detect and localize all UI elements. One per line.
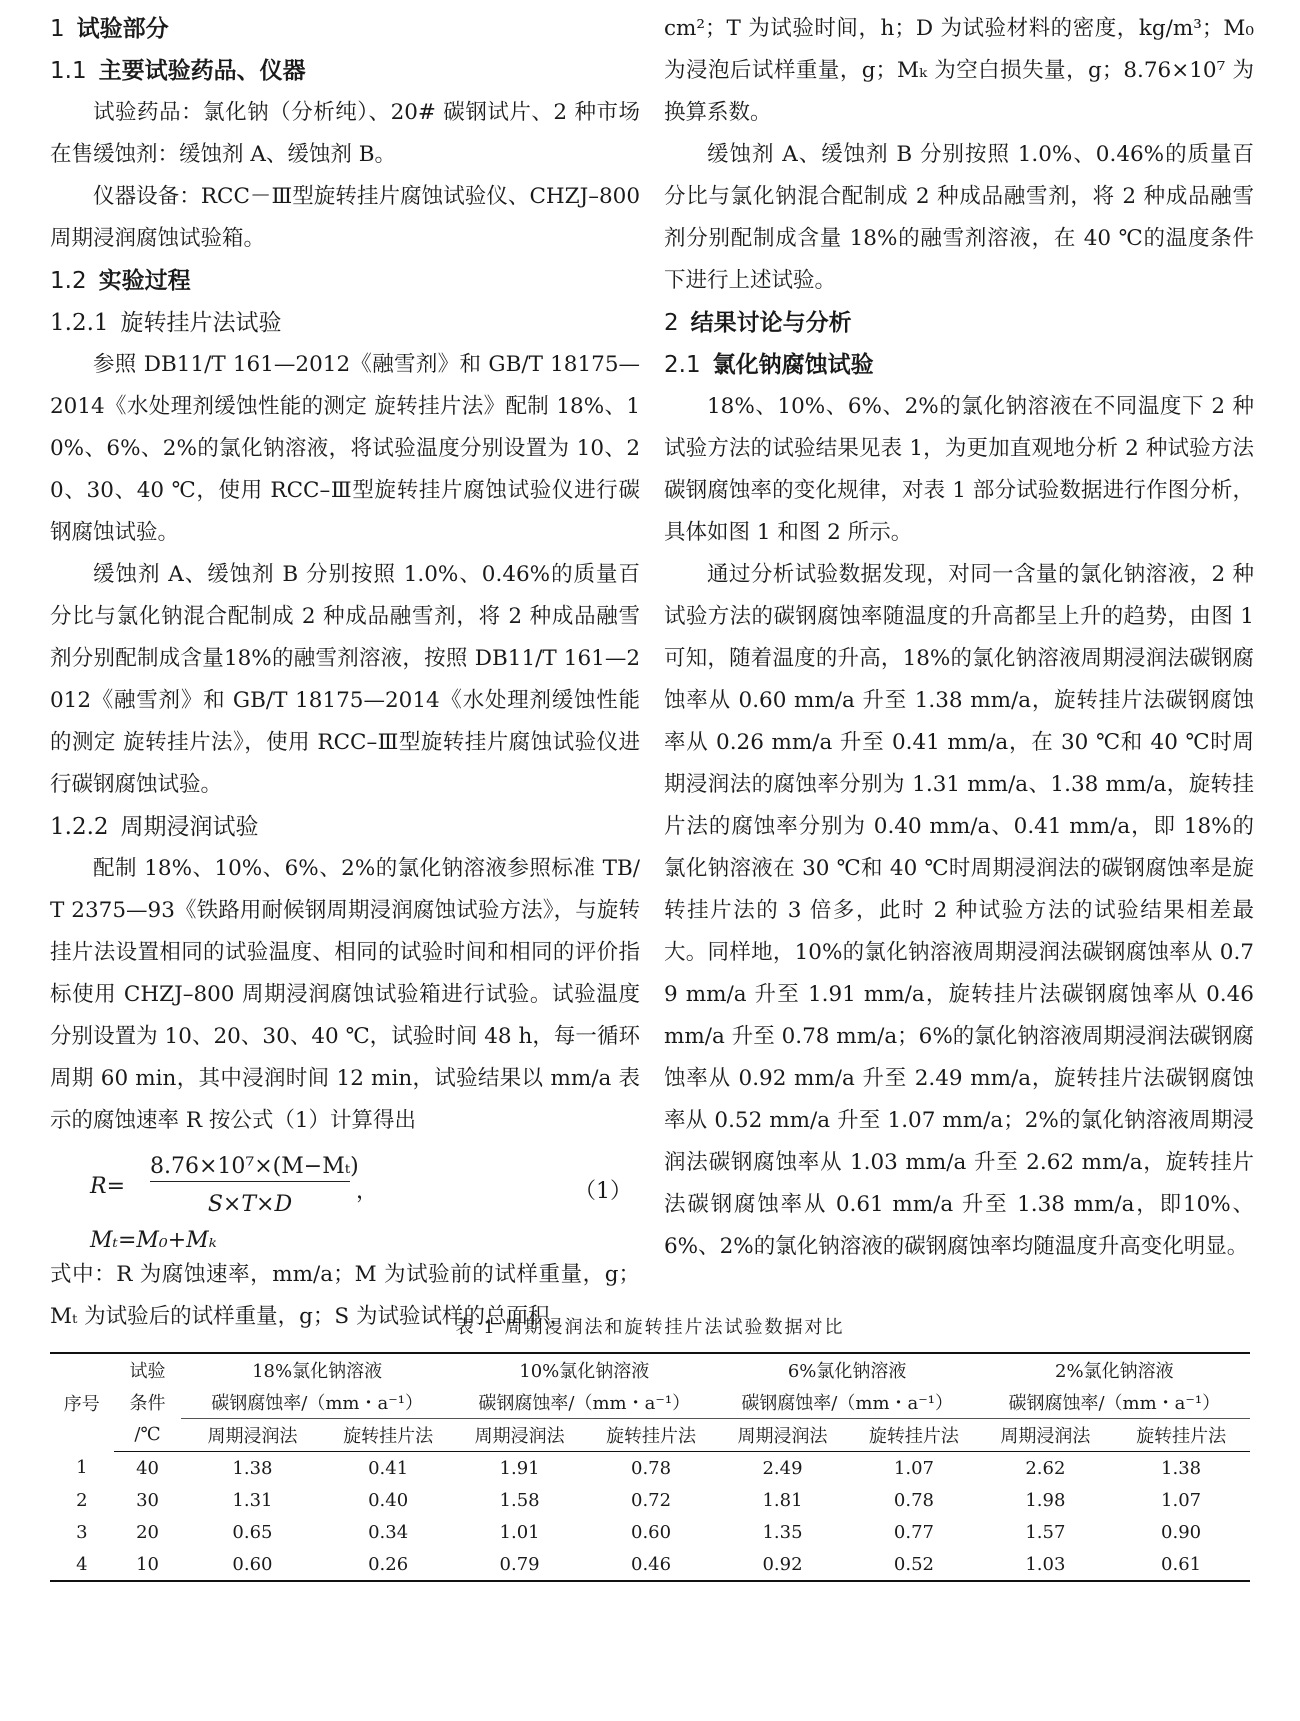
paragraph-where-continued: cm²；T 为试验时间，h；D 为试验材料的密度，kg/m³；M₀ 为浸泡后试样重量，g；Mₖ 为空白损失量，g；8.76×10⁷ 为换算系数。: [664, 16, 1254, 125]
table-cell: 2: [76, 1489, 88, 1511]
table-cell: 4: [50, 1548, 114, 1581]
table-cell: 0.77: [893, 1521, 934, 1543]
paragraph-instruments: 仪器设备：RCC－Ⅲ型旋转挂片腐蚀试验仪、CHZJ–800 周期浸润腐蚀试验箱。: [50, 184, 640, 251]
table-caption: 表 1 周期浸润法和旋转挂片法试验数据对比: [455, 1317, 845, 1338]
section-heading-1-1: 1.1 主要试验药品、仪器: [50, 58, 306, 84]
table-row: [50, 1548, 1250, 1581]
header-group-6: 6%氯化钠溶液: [716, 1353, 979, 1386]
table-cell: 0.78: [893, 1489, 934, 1511]
table-cell: 0.41: [368, 1457, 409, 1479]
table-cell: 0.60: [181, 1548, 323, 1581]
table-cell: 0.40: [368, 1489, 409, 1511]
table-cell: 1.91: [499, 1457, 540, 1479]
table-cell: 0.72: [631, 1489, 672, 1511]
table-header-row: [50, 1386, 1250, 1419]
data-table: [50, 1352, 1250, 1582]
section-heading-1-2-1: 1.2.1 旋转挂片法试验: [50, 310, 282, 336]
section-heading-1-2-2: 1.2.2 周期浸润试验: [50, 814, 259, 840]
table-cell: 30: [136, 1489, 159, 1511]
equation-1: [50, 1142, 640, 1254]
table-cell: 40: [136, 1457, 159, 1479]
table-cell: 1.03: [979, 1548, 1113, 1581]
header-rate-18: 碳钢腐蚀率/（mm・a⁻¹）: [181, 1386, 452, 1419]
section-heading-2-1: 2.1 氯化钠腐蚀试验: [664, 352, 874, 378]
table-cell: 1.81: [762, 1489, 803, 1511]
table-cell: 0.79: [453, 1548, 587, 1581]
header-group-18: 18%氯化钠溶液: [181, 1353, 452, 1386]
paragraph-drugs: 试验药品：氯化钠（分析纯）、20# 碳钢试片、2 种市场在售缓蚀剂：缓蚀剂 A、缓蚀剂 B。: [50, 100, 640, 167]
paragraph-results-intro: 18%、10%、6%、2%的氯化钠溶液在不同温度下 2 种试验方法的试验结果见表 1，为更加直观地分析 2 种试验方法碳钢腐蚀率的变化规律，对表 1 部分试验数据进行作图分析，具体如图 1 和图 2 所示。: [664, 394, 1254, 545]
header-method-a: 周期浸润法: [979, 1419, 1113, 1452]
header-method-a: 周期浸润法: [716, 1419, 850, 1452]
header-method-a: 周期浸润法: [453, 1419, 587, 1452]
equation-numerator: 8.76×10⁷×(M−Mₜ): [150, 1154, 350, 1182]
paragraph-immersion-method: 配制 18%、10%、6%、2%的氯化钠溶液参照标准 TB/T 2375—93《铁路用耐候钢周期浸润腐蚀试验方法》，与旋转挂片法设置相同的试验温度、相同的试验时间和相同的评价指标使用 CHZJ–800 周期浸润腐蚀试验箱进行试验。试验温度分别设置为 10、20、30、40 ℃，试验时间 48 h，每一循环周期 60 min，其中浸润时间 12 min，试验结果以 mm/a 表示的腐蚀速率 R 按公式（1）计算得出: [50, 856, 640, 1133]
table-cell: 0.26: [323, 1548, 452, 1581]
table-header-row: [50, 1419, 1250, 1452]
header-cond-3: /℃: [114, 1419, 182, 1452]
header-method-b: 旋转挂片法: [323, 1419, 452, 1452]
table-cell: 0.60: [631, 1521, 672, 1543]
table-cell: 0.92: [716, 1548, 850, 1581]
table-cell: 0.34: [368, 1521, 409, 1543]
table-header-row: [50, 1353, 1250, 1386]
table-cell: 2.62: [1025, 1457, 1066, 1479]
table-cell: 0.65: [232, 1521, 273, 1543]
paragraph-inhibitor-rotating: 缓蚀剂 A、缓蚀剂 B 分别按照 1.0%、0.46%的质量百分比与氯化钠混合配制成 2 种成品融雪剂，将 2 种成品融雪剂分别配制成含量18%的融雪剂溶液，按照 DB11/T 161—2012《融雪剂》和 GB/T 18175—2014《水处理剂缓蚀性能的测定 旋转挂片法》，使用 RCC–Ⅲ型旋转挂片腐蚀试验仪进行碳钢腐蚀试验。: [50, 562, 640, 797]
table-cell: 1.38: [1161, 1457, 1202, 1479]
table-cell: 1.07: [893, 1457, 934, 1479]
header-rate-10: 碳钢腐蚀率/（mm・a⁻¹）: [453, 1386, 716, 1419]
table-cell: 1.57: [1025, 1521, 1066, 1543]
header-method-b: 旋转挂片法: [586, 1419, 715, 1452]
header-group-10: 10%氯化钠溶液: [453, 1353, 716, 1386]
equation-comma: ，: [356, 1179, 379, 1204]
header-method-a: 周期浸润法: [181, 1419, 323, 1452]
section-heading-1: 1 试验部分: [50, 16, 169, 42]
header-cond-1: 试验: [114, 1353, 182, 1386]
header-rate-6: 碳钢腐蚀率/（mm・a⁻¹）: [716, 1386, 979, 1419]
table-cell: 3: [76, 1521, 88, 1543]
table-cell: 0.46: [586, 1548, 715, 1581]
table-row: [50, 1484, 1250, 1516]
right-column: [664, 8, 1254, 1268]
section-heading-1-2: 1.2 实验过程: [50, 268, 191, 294]
left-column: [50, 8, 640, 1338]
table-cell: 1.38: [232, 1457, 273, 1479]
table-cell: 0.90: [1161, 1521, 1202, 1543]
header-seq: 序号: [50, 1353, 114, 1452]
header-method-b: 旋转挂片法: [1112, 1419, 1250, 1452]
table-cell: 20: [136, 1521, 159, 1543]
table-cell: 1: [76, 1457, 88, 1479]
header-group-2: 2%氯化钠溶液: [979, 1353, 1250, 1386]
header-cond-2: 条件: [129, 1393, 166, 1415]
paragraph-inhibitor-immersion: 缓蚀剂 A、缓蚀剂 B 分别按照 1.0%、0.46%的质量百分比与氯化钠混合配制成 2 种成品融雪剂，将 2 种成品融雪剂分别配制成含量 18%的融雪剂溶液，在 40 ℃的温度条件下进行上述试验。: [664, 142, 1254, 293]
equation-lhs: R=: [90, 1174, 125, 1199]
table-cell: 1.35: [762, 1521, 803, 1543]
table-row: [50, 1516, 1250, 1548]
paragraph-rotating-method: 参照 DB11/T 161—2012《融雪剂》和 GB/T 18175—2014《水处理剂缓蚀性能的测定 旋转挂片法》配制 18%、10%、6%、2%的氯化钠溶液，将试验温度分别设置为 10、20、30、40 ℃，使用 RCC–Ⅲ型旋转挂片腐蚀试验仪进行碳钢腐蚀试验。: [50, 352, 640, 545]
table-cell: 0.61: [1112, 1548, 1250, 1581]
table-cell: 0.52: [849, 1548, 978, 1581]
equation-2: Mₜ=M₀+Mₖ: [90, 1228, 217, 1253]
table-cell: 1.01: [499, 1521, 540, 1543]
table-cell: 0.78: [631, 1457, 672, 1479]
table-row: [50, 1452, 1250, 1485]
paragraph-results-analysis: 通过分析试验数据发现，对同一含量的氯化钠溶液，2 种试验方法的碳钢腐蚀率随温度的升高都呈上升的趋势，由图 1 可知，随着温度的升高，18%的氯化钠溶液周期浸润法碳钢腐蚀率从 0.60 mm/a 升至 1.38 mm/a，旋转挂片法碳钢腐蚀率从 0.26 mm/a 升至 0.41 mm/a，在 30 ℃和 40 ℃时周期浸润法的腐蚀率分别为 1.31 mm/a、1.38 mm/a，旋转挂片法的腐蚀率分别为 0.40 mm/a、0.41 mm/a，即 18%的氯化钠溶液在 30 ℃和 40 ℃时周期浸润法的碳钢腐蚀率是旋转挂片法的 3 倍多，此时 2 种试验方法的试验结果相差最大。同样地，10%的氯化钠溶液周期浸润法碳钢腐蚀率从 0.79 mm/a 升至 1.91 mm/a，旋转挂片法碳钢腐蚀率从 0.46 mm/a 升至 0.78 mm/a；6%的氯化钠溶液周期浸润法碳钢腐蚀率从 0.92 mm/a 升至 2.49 mm/a，旋转挂片法碳钢腐蚀率从 0.52 mm/a 升至 1.07 mm/a；2%的氯化钠溶液周期浸润法碳钢腐蚀率从 1.03 mm/a 升至 2.62 mm/a，旋转挂片法碳钢腐蚀率从 0.61 mm/a 升至 1.38 mm/a，即10%、6%、2%的氯化钠溶液的碳钢腐蚀率均随温度升高变化明显。: [664, 562, 1254, 1259]
table-cell: 10: [114, 1548, 182, 1581]
header-method-b: 旋转挂片法: [849, 1419, 978, 1452]
header-rate-2: 碳钢腐蚀率/（mm・a⁻¹）: [979, 1386, 1250, 1419]
table-cell: 1.07: [1161, 1489, 1202, 1511]
table-cell: 2.49: [762, 1457, 803, 1479]
section-heading-2: 2 结果讨论与分析: [664, 310, 852, 336]
table-cell: 1.31: [232, 1489, 273, 1511]
table-cell: 1.98: [1025, 1489, 1066, 1511]
table-cell: 1.58: [499, 1489, 540, 1511]
equation-number: （1）: [574, 1179, 632, 1204]
paragraph-where: 式中：R 为腐蚀速率，mm/a；M 为试验前的试样重量，g；Mₜ 为试验后的试样重量，g；S 为试验试样的总面积，: [50, 1262, 640, 1329]
equation-denominator: S×T×D: [207, 1192, 293, 1217]
